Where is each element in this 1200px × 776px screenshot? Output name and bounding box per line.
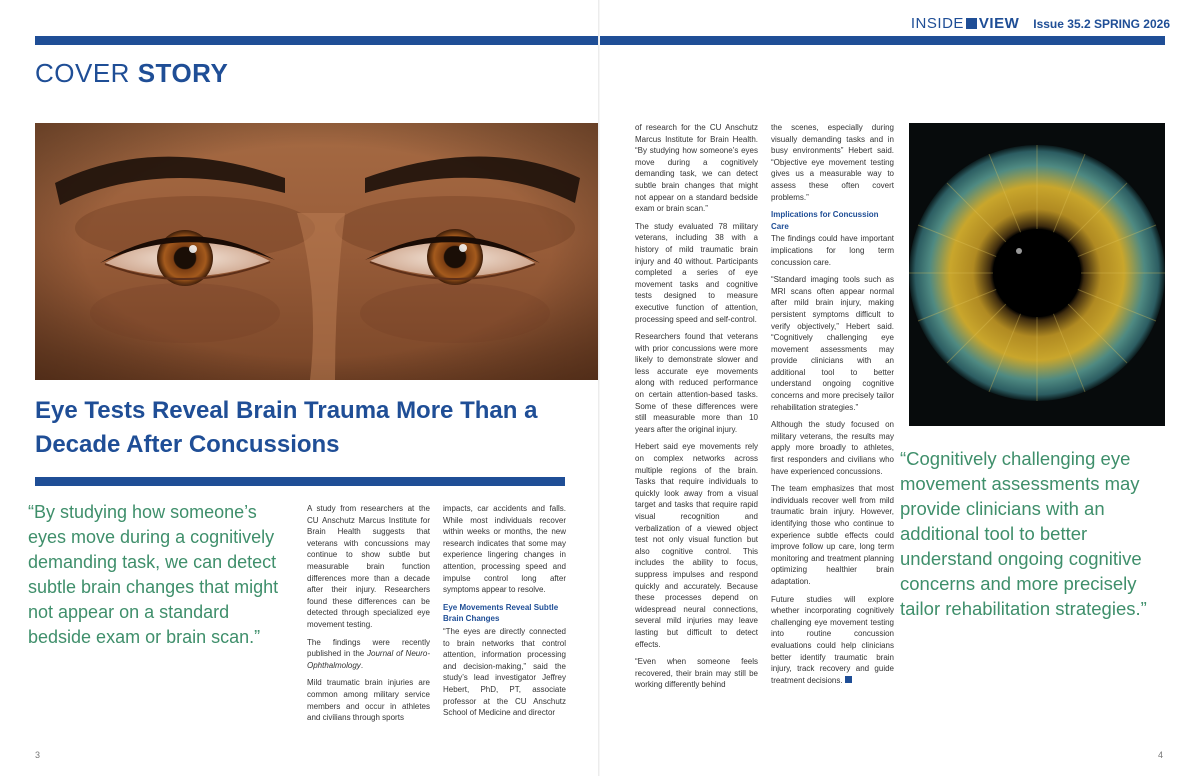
pull-quote-right: “Cognitively challenging eye movement assessments may provide clinicians with an additional tool to better understand ongoing cognitive concerns and more precisely tailor rehabilitation strategies.” — [900, 448, 1147, 619]
issue-label: Issue 35.2 SPRING 2026 — [1033, 16, 1170, 31]
col4-paragraph: Although the study focused on military veterans, the results may apply more broadly to athletes, first responders and civilians who have experienced concussions. — [771, 420, 894, 476]
article-column-1 — [307, 503, 430, 730]
col4-paragraph: the scenes, especially during visually demanding tasks and in busy environments” Hebert said. “Objective eye movement testing gives us a measurable way to assess these often covert problems.” — [771, 123, 894, 202]
eyes-photo — [35, 123, 600, 380]
col4-paragraph: “Standard imaging tools such as MRI scans often appear normal after mild brain injury, making persistent symptoms difficult to verify objectively,” Hebert said. “Cognitively challenging eye movement assessments may provide clinicians with an additional tool to better understand ongoing cognitive concerns and more precisely tailor rehabilitation strategies.” — [771, 275, 894, 412]
journal-name: Journal of Neuro-Ophthalmology — [307, 649, 431, 670]
col2-paragraph: “The eyes are directly connected to brain networks that control attention, information processing and decision-making,” said the study’s lead investigator Jeffrey Hebert, PhD, PT, associate professor at the CU Anschutz School of Medicine and director — [443, 626, 566, 718]
col4-paragraph: The findings could have important implications for long term concussion care. — [771, 234, 894, 267]
col4-paragraph: The team emphasizes that most individuals recover well from mild traumatic brain injury. However, identifying those who continue to experience subtle effects could improve follow up care, long term monitoring and treatment planning optimizing healthier brain adaptation. — [771, 484, 894, 586]
article-column-2 — [443, 503, 566, 725]
page-number-left: 3 — [35, 750, 41, 760]
col1-paragraph-citation: The findings were recently published in the Journal of Neuro-Ophthalmology. — [307, 637, 431, 670]
section-label-light: COVER — [35, 58, 138, 88]
article-column-4 — [771, 122, 894, 692]
col3-paragraph: The study evaluated 78 military veterans, including 38 with a history of mild traumatic brain injury and 40 without. Participants completed a series of eye movement tasks and cognitive tests designed to measure executive function of attention, processing speed and self-control. — [635, 221, 758, 324]
col4-paragraph-final: Future studies will explore whether incorporating cognitively challenging eye movement testing into routine concussion evaluations could help clinicians better identify traumatic brain injury, track recovery and guide treatment decisions. — [771, 594, 894, 685]
top-rule-right — [600, 36, 1165, 45]
brand-square-icon — [966, 18, 977, 29]
iris-photo — [909, 123, 1165, 426]
col1-paragraph: A study from researchers at the CU Anschutz Marcus Institute for Brain Health suggests that veterans with concussions may continue to show subtle but measurable brain function differences more than a decade after their injury. Researchers found these differences can be detected through specialized eye movement testing. — [307, 504, 430, 629]
section-label — [35, 58, 228, 89]
article-headline: Eye Tests Reveal Brain Trauma More Than a Decade After Concussions — [35, 397, 538, 458]
col1-paragraph: Mild traumatic brain injuries are common among military service members and occur in athletes and civilians through sports — [307, 678, 430, 723]
col3-paragraph: Researchers found that veterans with prior concussions were more likely to demonstrate slower and less accurate eye movements along with reduced performance on certain attention-based tasks. Some of these differences were still measurable more than 10 years after the original injury. — [635, 332, 758, 434]
subhead-eye-movements: Eye Movements Reveal Subtle Brain Changes — [443, 602, 559, 624]
headline-rule — [35, 477, 565, 486]
col2-paragraph: impacts, car accidents and falls. While most individuals recover within weeks or months, the new research indicates that some may experience lingering changes in attention, processing speed and impulse control long after symptoms appear to resolve. — [443, 504, 566, 595]
top-rule-left — [35, 36, 600, 45]
pull-quote-left: “By studying how someone’s eyes move during a cognitively demanding task, we can detect subtle brain changes that might not appear on a standard bedside exam or brain scan.” — [28, 502, 279, 647]
right-page — [600, 0, 1200, 776]
col3-paragraph: Hebert said eye movements rely on complex networks across multiple regions of the brain. Tasks that require individuals to quickly look away from a visual target and tasks that require rapid visual recognition and verbalization of a viewed object test not only visual function but also cognitive control. This includes the ability to focus, suppress impulses and respond quickly and accurately. Because these processes depend on widespread neural connections, several mild injuries may leave lasting but difficult to detect effects. — [635, 442, 758, 649]
brand-logo: INSIDE VIEW — [910, 15, 1020, 32]
end-mark-icon — [845, 676, 852, 683]
subhead-implications: Implications for Concussion Care — [771, 210, 879, 231]
masthead — [911, 15, 1170, 32]
page-number-right: 4 — [1158, 750, 1164, 760]
article-column-3 — [635, 122, 758, 697]
col3-paragraph: of research for the CU Anschutz Marcus Institute for Brain Health. “By studying how someone’s eyes move during a cognitively demanding task, we can detect subtle brain changes that might not appear on a standard bedside exam or brain scan.” — [635, 123, 758, 214]
section-label-bold: STORY — [137, 58, 229, 88]
col3-paragraph: “Even when someone feels recovered, their brain may still be working differently behind — [635, 657, 758, 690]
